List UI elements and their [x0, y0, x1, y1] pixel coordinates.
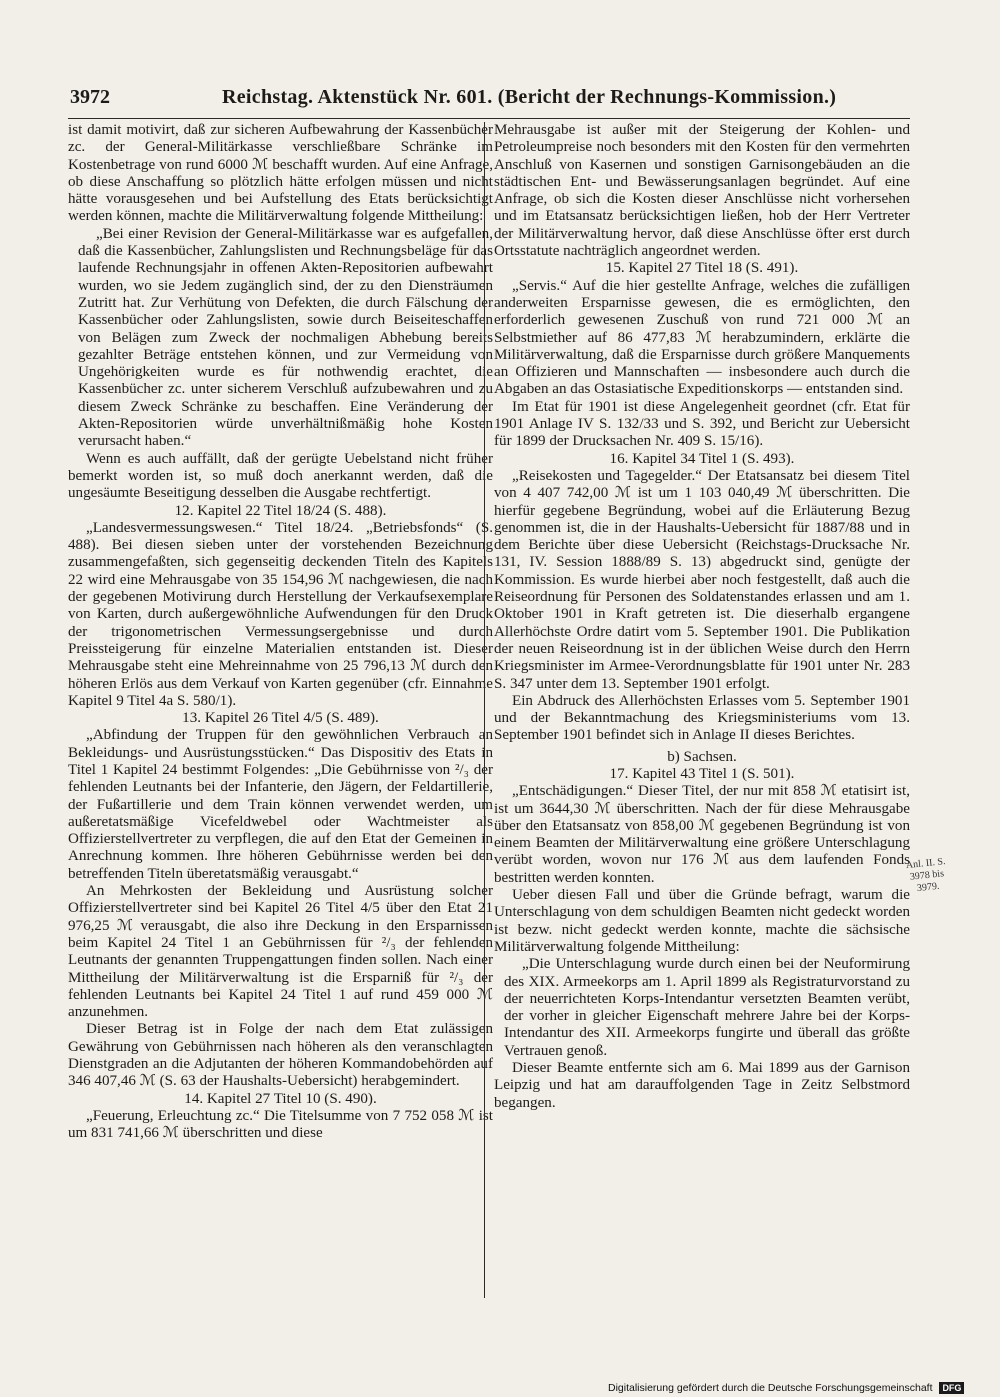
header-rule [68, 118, 910, 119]
paragraph: „Entschädigungen.“ Dieser Titel, der nur mit 858 ℳ etatisirt ist, ist um 3644,30 ℳ überschritten. Nach der für diese Mehrausgabe über den Etatsansatz von 858,00 ℳ gegebenen Begründung ist von einem Beamten der Militärverwaltung eine größere Unterschlagung verübt worden, wovon nur 176 ℳ aus dem laufenden Fonds bestritten werden konnten. [494, 783, 910, 886]
paragraph: An Mehrkosten der Bekleidung und Ausrüstung solcher Offizierstellvertreter sind bei Kapitel 26 Titel 4/5 über den Etat 21 976,25 ℳ verausgabt, die also ihre Deckung in den Ersparnissen beim Kapitel 24 Titel 1 an Gebührnissen für ²/₃ der fehlenden Leutnants der genannten Truppengattungen finden sollen. Nach einer Mittheilung der Militärverwaltung ist die Ersparniß für ²/₃ der fehlenden Leutnants bei Kapitel 24 Titel 1 auf rund 459 000 ℳ anzunehmen. [68, 883, 493, 1021]
paragraph: ist damit motivirt, daß zur sicheren Aufbewahrung der Kassenbücher zc. der General-Militärkasse verschließbare Schränke im Kostenbetrage von rund 6000 ℳ beschafft wurden. Auf eine Anfrage, ob diese Anschaffung so plötzlich hätte erfolgen müssen und nicht hätte vorausgesehen und bei Aufstellung des Etats berücksichtigt werden können, machte die Militärverwaltung folgende Mittheilung: [68, 122, 493, 225]
paragraph: „Reisekosten und Tagegelder.“ Der Etatsansatz bei diesem Titel von 4 407 742,00 ℳ ist um 1 103 040,49 ℳ überschritten. Die hierfür gegebene Begründung, wobei auf die Erläuterung Bezug genommen ist, die in der Haushalts-Uebersicht für 1887/88 und in dem Berichte über diese Uebersicht (Reichstags-Drucksache Nr. 131, IV. Session 1888/89 S. 13) abgedruckt sind, genügte der Kommission. Es wurde hierbei aber noch festgestellt, daß auch die Reiseordnung für Personen des Soldatenstandes erlassen und am 1. Oktober 1901 in Kraft getreten ist. Die dieserhalb ergangene Allerhöchste Ordre datirt vom 5. September 1901. Die Publikation der neuen Reiseordnung ist in der üblichen Weise durch den Herrn Kriegsminister im Armee-Verordnungsblatte für 1901 unter Nr. 283 S. 347 unter dem 13. September 1901 erfolgt. [494, 467, 910, 692]
page-number: 3972 [70, 86, 110, 108]
section-heading: 16. Kapitel 34 Titel 1 (S. 493). [609, 450, 795, 467]
paragraph: „Feuerung, Erleuchtung zc.“ Die Titelsumme von 7 752 058 ℳ ist um 831 741,66 ℳ überschritten und diese [68, 1107, 493, 1142]
quoted-paragraph: „Die Unterschlagung wurde durch einen bei der Neuformirung des XIX. Armeekorps am 1. April 1899 als Registraturvorstand zu der neuerrichteten Korps-Intendantur versetzten Beamten verübt, der vorher in gleicher Eigenschaft mehrere Jahre bei der Korps-Intendantur des XII. Armeekorps fungirte und überall das größte Vertrauen genoß. [504, 956, 910, 1059]
dfg-logo: DFG [939, 1382, 964, 1394]
section-heading: 12. Kapitel 22 Titel 18/24 (S. 488). [174, 502, 387, 519]
section-heading: 15. Kapitel 27 Titel 18 (S. 491). [605, 260, 799, 277]
paragraph: „Servis.“ Auf die hier gestellte Anfrage, welches die zufälligen anderweiten Ersparnisse gewesen, die es ermöglichten, den erforderlich gewesenen Zuschuß von rund 721 000 ℳ an Selbstmiether auf 86 477,83 ℳ herabzumindern, erklärte die Militärverwaltung, daß die Ersparnisse durch größere Manquements an Offizieren und Mannschaften — insbesondere auch durch die Abgaben an das Ostasiatische Expeditionskorps — entstanden sind. [494, 277, 910, 398]
paragraph: Im Etat für 1901 ist diese Angelegenheit geordnet (cfr. Etat für 1901 Anlage IV S. 132/33 und S. 392, und Bericht zur Uebersicht für 1899 der Drucksachen Nr. 409 S. 15/16). [494, 398, 910, 450]
footer-text: Digitalisierung gefördert durch die Deutsche Forschungsgemeinschaft [608, 1382, 933, 1394]
paragraph: Ueber diesen Fall und über die Gründe befragt, warum die Unterschlagung von dem schuldigen Beamten nicht gedeckt worden ist bezw. nicht gedeckt werden konnte, machte die sächsische Militärverwaltung folgende Mittheilung: [494, 887, 910, 955]
paragraph: Dieser Betrag ist in Folge der nach dem Etat zulässigen Gewährung von Gebührnissen nach höheren als den veranschlagten Dienstgraden an die Adjutanten der höheren Kommandobehörden auf 346 407,46 ℳ (S. 63 der Haushalts-Uebersicht) herabgemindert. [68, 1021, 493, 1090]
section-heading: 14. Kapitel 27 Titel 10 (S. 490). [184, 1090, 377, 1107]
section-heading: b) Sachsen. [667, 748, 737, 765]
paragraph: Dieser Beamte entfernte sich am 6. Mai 1899 aus der Garnison Leipzig und hat am darauffolgenden Tage in Zeitz Selbstmord begangen. [494, 1060, 910, 1111]
paragraph: Wenn es auch auffällt, daß der gerügte Uebelstand nicht früher bemerkt worden ist, so muß doch anerkannt werden, daß die ungesäumte Beseitigung desselben die Ausgabe rechtfertigt. [68, 450, 493, 502]
paragraph: Ein Abdruck des Allerhöchsten Erlasses vom 5. September 1901 und der Bekanntmachung des Kriegsministeriums vom 13. September 1901 befindet sich in Anlage II dieses Berichtes. [494, 692, 910, 744]
section-heading: 13. Kapitel 26 Titel 4/5 (S. 489). [182, 710, 379, 727]
left-column [68, 122, 493, 1143]
quoted-paragraph: „Bei einer Revision der General-Militärkasse war es aufgefallen, daß die Kassenbücher, Zahlungslisten und Rechnungsbeläge für das laufende Rechnungsjahr in offenen Akten-Repositorien aufbewahrt wurden, wo sie Jedem zugänglich sind, der zu den Diensträumen Zutritt hat. Zur Verhütung von Defekten, die durch Fälschung der Kassenbücher oder Zahlungslisten, sowie durch Beiseiteschaffen von Belägen zum Zweck der nochmaligen Abhebung bereits gezahlter Beträge entstehen können, und zur Vermeidung von Ungehörigkeiten wurde es für nothwendig erachtet, die Kassenbücher zc. unter sicherem Verschluß aufzubewahren und zu diesem Zweck Schränke zu beschaffen. Eine Veränderung der Akten-Repositorien würde unverhältnißmäßig hohe Kosten verursacht haben.“ [78, 225, 493, 450]
column-separator [484, 122, 485, 1298]
paragraph: „Abfindung der Truppen für den gewöhnlichen Verbrauch an Bekleidungs- und Ausrüstungsstücken.“ Das Dispositiv des Etats in Titel 1 Kapitel 24 bestimmt Folgendes: „Die Gebührnisse von ²/₃ der fehlenden Leutnants bei der Infanterie, den Jägern, der Feldartillerie, der Fußartillerie und dem Train können verwendet werden, um außeretatsmäßige Vicefeldwebel oder Wachtmeister als Offizierstellvertreter zu verpflegen, die auf den Etat der Gemeinen in Anrechnung kommen. Ihre höheren Gebührnisse werden bei den betreffenden Titeln überetatsmäßig verausgabt.“ [68, 727, 493, 882]
section-heading: 17. Kapitel 43 Titel 1 (S. 501). [609, 765, 795, 782]
page-header [70, 86, 910, 114]
margin-note: Anl. II. S. 3978 bis 3979. [905, 856, 947, 895]
page-title: Reichstag. Aktenstück Nr. 601. (Bericht der Rechnungs-Kommission.) [222, 86, 837, 108]
right-column [494, 122, 910, 1112]
paragraph: „Landesvermessungswesen.“ Titel 18/24. „Betriebsfonds“ (S. 488). Bei diesen sieben unter der vorstehenden Bezeichnung zusammengefaßten, sich gegenseitig deckenden Titeln des Kapitels 22 wird eine Mehrausgabe von 35 154,96 ℳ nachgewiesen, die nach der gegebenen Motivirung durch Herstellung der Verkaufsexemplare von Karten, durch außergewöhnliche Aufwendungen für den Druck der trigonometrischen Vermessungsergebnisse und durch Preissteigerung für einzelne Materialien entstanden ist. Dieser Mehrausgabe steht eine Mehreinnahme von 25 796,13 ℳ durch den höheren Erlös aus dem Verkauf von Karten gegenüber (cfr. Einnahme Kapitel 9 Titel 4a S. 580/1). [68, 519, 493, 709]
paragraph: Mehrausgabe ist außer mit der Steigerung der Kohlen- und Petroleumpreise noch besonders mit den Kosten für den vermehrten Anschluß von Kasernen und sonstigen Garnisongebäuden an die städtischen Ent- und Bewässerungsanlagen begründet. Auf eine Anfrage, ob sich die Kosten dieser Anschlüsse nicht vorhersehen und im Etatsansatz berücksichtigen ließen, hob der Herr Vertreter der Militärverwaltung hervor, daß diese Anschlüsse öfter erst durch Ortsstatute nachträglich angeordnet werden. [494, 122, 910, 260]
footer [608, 1382, 964, 1394]
